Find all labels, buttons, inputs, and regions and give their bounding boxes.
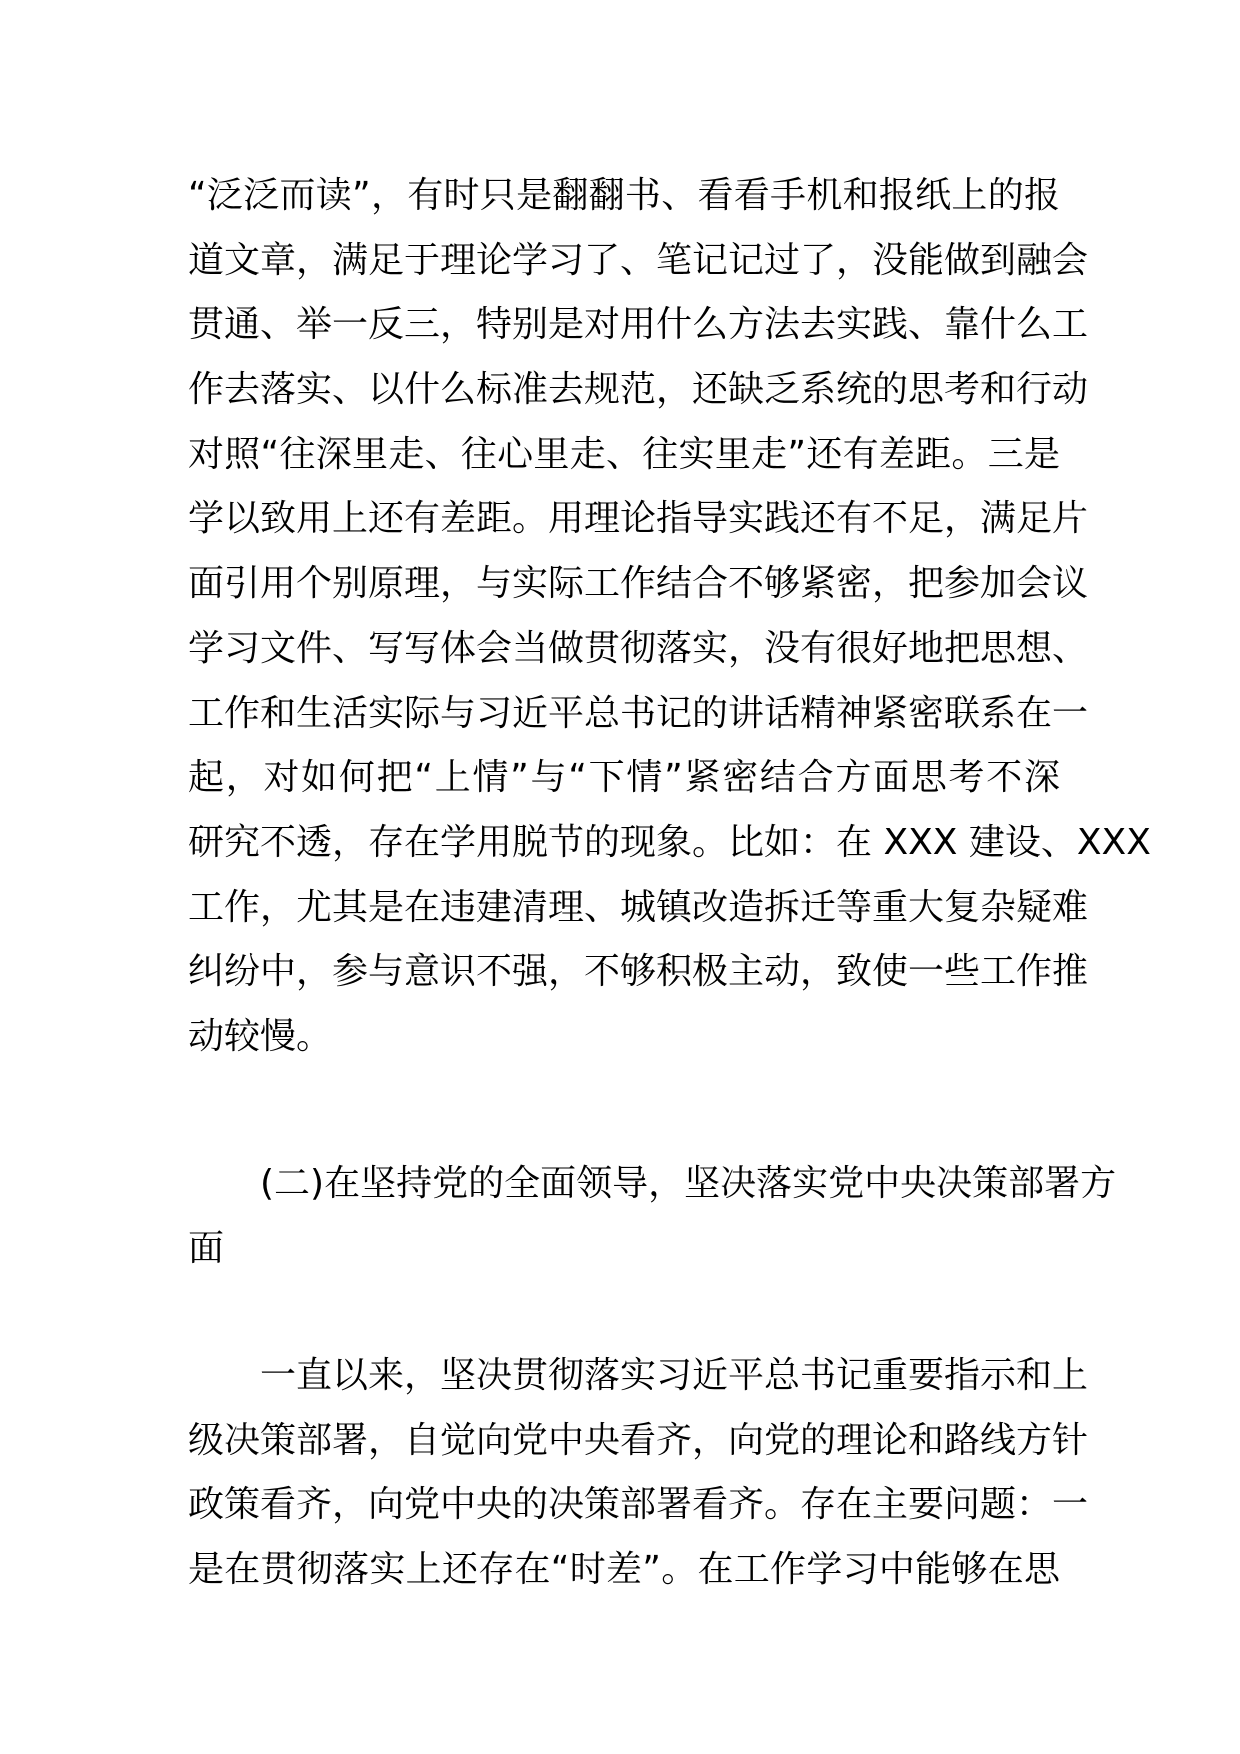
paragraph-line: 学以致用上还有差距。用理论指导实践还有不足，满足片 (188, 498, 1089, 540)
paragraph-line: 动较慢。 (188, 1015, 333, 1057)
paragraph-line: 面引用个别原理，与实际工作结合不够紧密，把参加会议 (188, 563, 1089, 605)
paragraph-line: 一直以来，坚决贯彻落实习近平总书记重要指示和上 (260, 1355, 1089, 1396)
paragraph-line: 学习文件、写写体会当做贯彻落实，没有很好地把思想、 (188, 627, 1089, 669)
body-paragraph-2 (188, 1344, 1089, 1603)
paragraph-line: 作去落实、以什么标准去规范，还缺乏系统的思考和行动 (188, 369, 1089, 411)
paragraph-line: 贯通、举一反三，特别是对用什么方法去实践、靠什么工 (188, 304, 1089, 346)
body-paragraph-1 (188, 164, 1151, 1070)
paragraph-line: 政策看齐，向党中央的决策部署看齐。存在主要问题：一 (188, 1484, 1089, 1526)
heading-line: 面 (188, 1227, 225, 1269)
paragraph-line: 是在贯彻落实上还存在“时差”。在工作学习中能够在思 (188, 1549, 1060, 1591)
paragraph-line: 纠纷中，参与意识不强，不够积极主动，致使一些工作推 (188, 951, 1089, 993)
paragraph-line: 对照“往深里走、往心里走、往实里走”还有差距。三是 (188, 433, 1060, 475)
paragraph-line: 起，对如何把“上情”与“下情”紧密结合方面思考不深 (188, 757, 1060, 799)
paragraph-line: 道文章，满足于理论学习了、笔记记过了，没能做到融会 (188, 239, 1089, 281)
paragraph-line: 级决策部署，自觉向党中央看齐，向党的理论和路线方针 (188, 1419, 1089, 1461)
section-heading (188, 1152, 1117, 1281)
heading-line: (二)在坚持党的全面领导，坚决落实党中央决策部署方 (260, 1163, 1117, 1204)
paragraph-line: 工作和生活实际与习近平总书记的讲话精神紧密联系在一 (188, 692, 1089, 734)
paragraph-line: 工作，尤其是在违建清理、城镇改造拆迁等重大复杂疑难 (188, 886, 1089, 928)
paragraph-line: “泛泛而读”，有时只是翻翻书、看看手机和报纸上的报 (188, 175, 1060, 216)
paragraph-line: 研究不透，存在学用脱节的现象。比如：在 XXX 建设、XXX (188, 821, 1151, 863)
